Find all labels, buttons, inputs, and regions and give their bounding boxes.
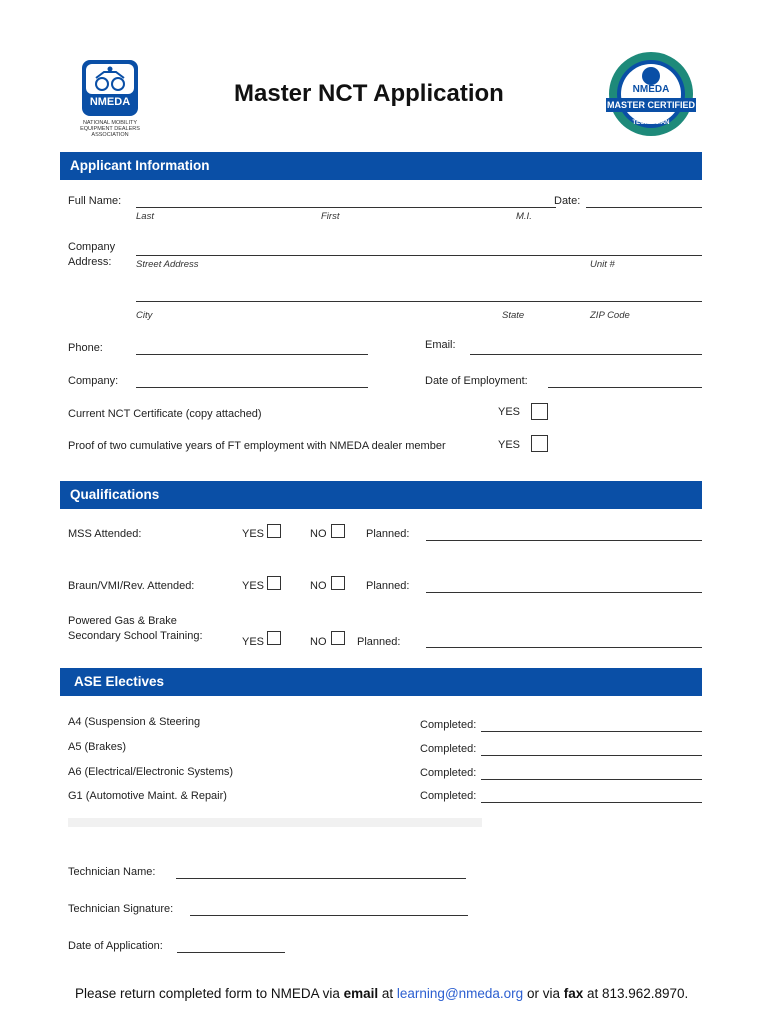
ase-a4-completed-field[interactable]	[481, 731, 702, 732]
technician-signature-field[interactable]	[190, 915, 468, 916]
nct-yes-checkbox[interactable]	[531, 403, 548, 420]
email-link[interactable]: learning@nmeda.org	[396, 986, 524, 1001]
ase-g1-completed-field[interactable]	[481, 802, 702, 803]
ase-a5-completed-label: Completed:	[420, 743, 477, 755]
ase-a5-completed-field[interactable]	[481, 755, 702, 756]
nct-yes-label: YES	[498, 406, 521, 418]
badge-banner-text: MASTER CERTIFIED	[606, 100, 695, 110]
badge-bottom-text: TECHNICIAN	[632, 120, 670, 126]
company-label: Company:	[68, 375, 119, 387]
date-application-field[interactable]	[177, 952, 285, 953]
powered-label-1: Powered Gas & Brake	[68, 615, 177, 627]
powered-planned-field[interactable]	[426, 647, 702, 648]
company-address-label-2: Address:	[68, 256, 112, 268]
full-name-label: Full Name:	[68, 195, 122, 207]
phone-field[interactable]	[136, 354, 368, 355]
date-application-label: Date of Application:	[68, 940, 163, 952]
powered-yes-checkbox[interactable]	[267, 631, 281, 645]
logo-org-name: NATIONAL MOBILITY EQUIPMENT DEALERS ASSOCIATION	[80, 120, 140, 138]
braun-no-checkbox[interactable]	[331, 576, 345, 590]
mss-planned-label: Planned:	[366, 528, 410, 540]
proof-yes-checkbox[interactable]	[531, 435, 548, 452]
braun-yes-checkbox[interactable]	[267, 576, 281, 590]
braun-planned-label: Planned:	[366, 580, 410, 592]
powered-planned-label: Planned:	[357, 636, 401, 648]
ase-item-a6: A6 (Electrical/Electronic Systems)	[68, 766, 234, 778]
date-employment-field[interactable]	[548, 387, 702, 388]
city-state-zip-field[interactable]	[136, 301, 702, 302]
ase-item-g1: G1 (Automotive Maint. & Repair)	[68, 790, 227, 802]
date-label: Date:	[554, 195, 581, 207]
sub-street: Street Address	[136, 259, 199, 270]
ase-g1-completed-label: Completed:	[420, 790, 477, 802]
ase-item-a5: A5 (Brakes)	[68, 741, 127, 753]
sub-unit: Unit #	[590, 259, 615, 270]
technician-name-field[interactable]	[176, 878, 466, 879]
page-title: Master NCT Application	[234, 80, 504, 107]
braun-planned-field[interactable]	[426, 592, 702, 593]
ase-a6-completed-field[interactable]	[481, 779, 702, 780]
mss-yes-label: YES	[242, 528, 265, 540]
company-address-label-1: Company	[68, 241, 116, 253]
nct-certificate-label: Current NCT Certificate (copy attached)	[68, 408, 262, 420]
company-field[interactable]	[136, 387, 368, 388]
section-ase-header: ASE Electives	[60, 668, 702, 696]
wheelchair-van-icon	[80, 58, 140, 118]
sub-last: Last	[136, 211, 154, 222]
sub-zip: ZIP Code	[590, 310, 630, 321]
sub-mi: M.I.	[516, 211, 532, 222]
date-field[interactable]	[586, 207, 702, 208]
nmeda-logo	[80, 58, 140, 142]
divider-strip	[68, 818, 482, 827]
mss-yes-checkbox[interactable]	[267, 524, 281, 538]
sub-first: First	[321, 211, 340, 222]
date-employment-label: Date of Employment:	[425, 375, 528, 387]
section-qualifications-header: Qualifications	[60, 481, 702, 509]
mss-planned-field[interactable]	[426, 540, 702, 541]
badge-top-text: NMEDA	[632, 84, 670, 95]
street-address-field[interactable]	[136, 255, 702, 256]
full-name-field[interactable]	[136, 207, 556, 208]
footer-instructions: Please return completed form to NMEDA via email at learning@nmeda.org or via fax at 813.962.8970.	[75, 986, 689, 1001]
master-certified-badge	[604, 50, 698, 138]
mss-no-checkbox[interactable]	[331, 524, 345, 538]
technician-name-label: Technician Name:	[68, 866, 156, 878]
logo-wordmark: NMEDA	[89, 96, 131, 108]
braun-label: Braun/VMI/Rev. Attended:	[68, 580, 195, 592]
mss-label: MSS Attended:	[68, 528, 142, 540]
powered-label-2: Secondary School Training:	[68, 630, 203, 642]
braun-yes-label: YES	[242, 580, 265, 592]
powered-no-checkbox[interactable]	[331, 631, 345, 645]
sub-state: State	[502, 310, 525, 321]
powered-yes-label: YES	[242, 636, 265, 648]
proof-employment-label: Proof of two cumulative years of FT employment with NMEDA dealer member	[68, 440, 446, 452]
email-label: Email:	[425, 339, 456, 351]
sub-city: City	[136, 310, 153, 321]
section-applicant-header: Applicant Information	[60, 152, 702, 180]
powered-no-label: NO	[310, 636, 327, 648]
ase-a6-completed-label: Completed:	[420, 767, 477, 779]
braun-no-label: NO	[310, 580, 327, 592]
ase-item-a4: A4 (Suspension & Steering	[68, 716, 201, 728]
ase-a4-completed-label: Completed:	[420, 719, 477, 731]
email-field[interactable]	[470, 354, 702, 355]
proof-yes-label: YES	[498, 439, 521, 451]
technician-signature-label: Technician Signature:	[68, 903, 174, 915]
phone-label: Phone:	[68, 342, 103, 354]
mss-no-label: NO	[310, 528, 327, 540]
